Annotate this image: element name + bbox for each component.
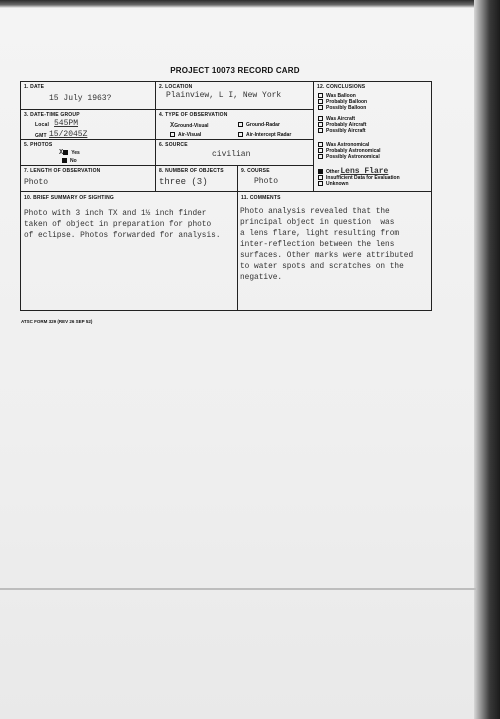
number-of-objects-value: three (3) — [159, 177, 208, 187]
option-air-intercept-radar — [238, 132, 291, 138]
photos-no-option — [62, 158, 77, 164]
comments-cell — [238, 192, 431, 310]
checked-box-icon — [62, 158, 67, 163]
conclusion-other-value: Lens Flare — [340, 167, 389, 176]
conclusion-text: Insufficient Data for Evaluation — [326, 175, 400, 181]
checked-box-icon — [318, 169, 323, 174]
photos-label: 5. PHOTOS — [24, 142, 53, 148]
conclusion-text: Probably Aircraft — [326, 122, 367, 128]
air-visual-text: Air-Visual — [178, 132, 202, 138]
comments-text: Photo analysis revealed that the principal object in question was a lens flare, light resulting from inter-reflection between the lens surfaces. Other marks were attributed to water spots and scratches on the negative. — [240, 208, 414, 282]
option-air-visual — [170, 132, 201, 138]
conclusions-label: 12. CONCLUSIONS — [317, 84, 366, 90]
ground-visual-mark: X — [170, 122, 175, 130]
source-value: civilian — [212, 150, 251, 159]
course-value: Photo — [254, 177, 279, 186]
checkbox-icon — [318, 148, 323, 153]
scan-top-edge — [0, 0, 500, 8]
local-label: Local — [35, 122, 50, 128]
date-time-group-cell — [21, 110, 156, 140]
checkbox-icon — [170, 132, 175, 137]
checkbox-icon — [318, 142, 323, 147]
conclusion-other-label: Other — [326, 169, 340, 175]
brief-summary-cell — [21, 192, 238, 310]
page-fold-line — [0, 588, 476, 590]
checkbox-icon — [238, 122, 243, 127]
checkbox-icon — [318, 122, 323, 127]
brief-summary-label: 10. BRIEF SUMMARY OF SIGHTING — [24, 195, 114, 201]
photos-cell — [21, 140, 156, 166]
date-time-group-label: 3. DATE-TIME GROUP — [24, 112, 80, 118]
checkbox-icon — [318, 116, 323, 121]
photos-yes-text: Yes — [71, 150, 80, 156]
number-of-objects-cell — [156, 166, 238, 192]
location-label: 2. LOCATION — [159, 84, 193, 90]
conclusions-cell — [314, 82, 431, 192]
conclusion-possibly-aircraft — [318, 128, 366, 134]
checkbox-icon — [318, 93, 323, 98]
conclusion-text: Was Balloon — [326, 93, 356, 99]
checkbox-icon — [318, 99, 323, 104]
comments-label: 11. COMMENTS — [241, 195, 281, 201]
length-of-observation-cell — [21, 166, 156, 192]
brief-summary-text: Photo with 3 inch TX and 1½ inch finder taken of object in preparation for photo of eclipse. Photos forwarded for analysis. — [24, 210, 221, 240]
conclusion-possibly-balloon — [318, 105, 366, 111]
air-intercept-radar-text: Air-Intercept Radar — [246, 132, 292, 138]
source-cell — [156, 140, 314, 166]
course-label: 9. COURSE — [241, 168, 270, 174]
date-cell — [21, 82, 156, 110]
scan-right-edge — [474, 0, 500, 719]
gmt-time-value: 15/2045Z — [49, 130, 88, 139]
location-value: Plainview, L I, New York — [166, 91, 282, 100]
ground-radar-text: Ground-Radar — [246, 122, 280, 128]
checkbox-icon — [318, 128, 323, 133]
conclusion-text: Probably Astronomical — [326, 148, 381, 154]
checkbox-icon — [238, 132, 243, 137]
date-label: 1. DATE — [24, 84, 45, 90]
form-number: ATSC FORM 329 (REV 26 SEP 52) — [21, 319, 93, 324]
local-time-value: 545PM — [54, 119, 79, 128]
type-of-observation-label: 4. TYPE OF OBSERVATION — [159, 112, 228, 118]
option-ground-visual — [170, 122, 209, 130]
photos-yes-option — [59, 149, 80, 157]
record-card — [20, 81, 432, 311]
length-of-observation-value: Photo — [24, 178, 49, 187]
option-ground-radar — [238, 122, 280, 128]
source-label: 6. SOURCE — [159, 142, 188, 148]
conclusion-text: Possibly Astronomical — [326, 154, 380, 160]
location-cell — [156, 82, 314, 110]
checkbox-icon — [318, 181, 323, 186]
photos-yes-mark: X — [59, 149, 64, 157]
conclusion-text: Was Aircraft — [326, 116, 356, 122]
checkbox-icon — [318, 105, 323, 110]
conclusion-text: Possibly Balloon — [326, 105, 367, 111]
conclusion-text: Possibly Aircraft — [326, 128, 366, 134]
ground-visual-text: Ground-Visual — [174, 123, 209, 129]
course-cell — [238, 166, 314, 192]
conclusion-text: Unknown — [326, 181, 349, 187]
conclusion-unknown — [318, 181, 349, 187]
type-of-observation-cell — [156, 110, 314, 140]
photos-no-text: No — [70, 158, 77, 164]
conclusion-text: Probably Balloon — [326, 99, 368, 105]
checked-box-icon — [63, 150, 68, 155]
card-title: PROJECT 10073 RECORD CARD — [170, 66, 300, 75]
date-value: 15 July 1963? — [49, 94, 112, 103]
length-of-observation-label: 7. LENGTH OF OBSERVATION — [24, 168, 101, 174]
checkbox-icon — [318, 175, 323, 180]
checkbox-icon — [318, 154, 323, 159]
conclusion-possibly-astronomical — [318, 154, 380, 160]
number-of-objects-label: 8. NUMBER OF OBJECTS — [159, 168, 224, 174]
conclusion-text: Was Astronomical — [326, 142, 370, 148]
gmt-label: GMT — [35, 133, 47, 139]
